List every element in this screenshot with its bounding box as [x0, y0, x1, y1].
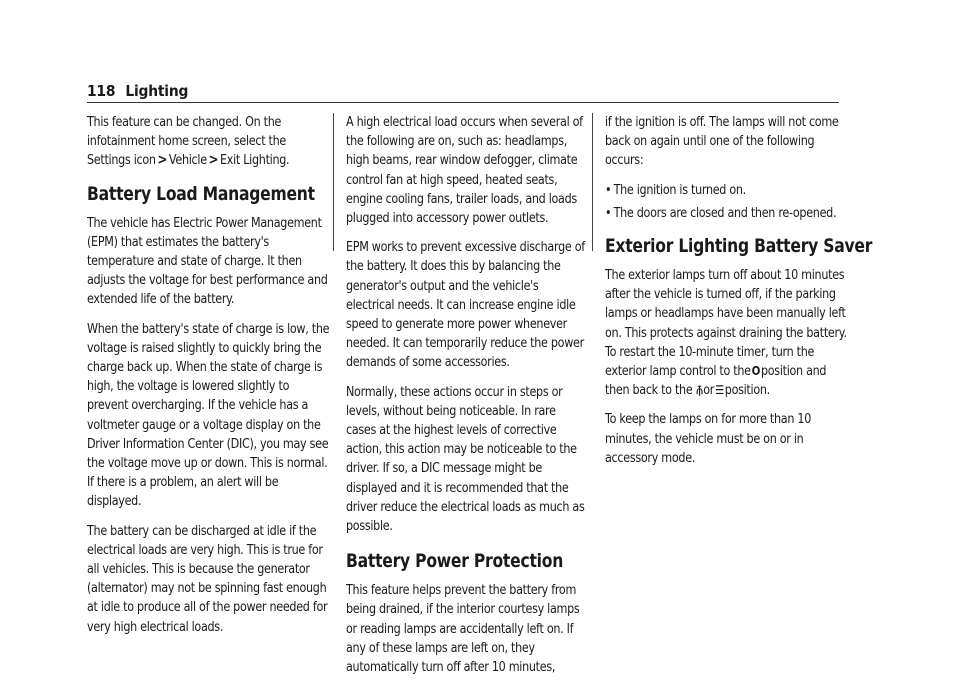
- column-divider-1: [333, 113, 334, 251]
- saver-paragraph: The exterior lamps turn off about 10 minutes after the vehicle is turned off, if the parking lamps or headlamps have been manually left on. This protects against draining the battery. To restart the 10-minute timer, turn the exterior lamp control to theOposition and then back to the ⫚or☰position.: [605, 266, 848, 400]
- paragraph: The vehicle has Electric Power Management (EPM) that estimates the battery's temperature and state of charge. It then adjusts the voltage for best performance and extended life of the battery.: [87, 215, 328, 308]
- paragraph: A high electrical load occurs when several of the following are on, such as: headlamps, high beams, rear window defogger, climate control fan at high speed, heated seats, engine cooling fans, trailer loads, and loads plugged into accessory power outlets.: [346, 115, 583, 227]
- column-2: [346, 113, 588, 687]
- heading-battery-load-management: Battery Load Management: [87, 182, 315, 205]
- heading-exterior-lighting-battery-saver: Exterior Lighting Battery Saver: [605, 235, 873, 258]
- paragraph: EPM works to prevent excessive discharge of the battery. It does this by balancing the generator's output and the vehicle's electrical needs. It can increase engine idle speed to generate more power whenever needed. It can temporarily reduce the power demands of some accessories.: [346, 240, 585, 371]
- intro-paragraph: This feature can be changed. On the infotainment home screen, select the Settings icon > Vehicle > Exit Lighting.: [87, 115, 290, 169]
- heading-battery-power-protection: Battery Power Protection: [346, 550, 564, 573]
- conditions-list: [605, 181, 847, 223]
- header-rule: [87, 102, 839, 103]
- chevron-right-icon: >: [208, 152, 219, 169]
- paragraph: This feature helps prevent the battery from being drained, if the interior courtesy lamps or reading lamps are accidentally left on. If any of these lamps are left on, they automatically turn off after 10 minutes,: [346, 583, 580, 676]
- headlamps-icon: ☰: [714, 383, 724, 398]
- paragraph: When the battery's state of charge is low, the voltage is raised slightly to quickly bring the charge back up. When the state of charge is high, the voltage is lowered slightly to prevent overcharging. If the vehicle has a voltmeter gauge or a voltage display on the Driver Information Center (DIC), you may see the voltage move up or down. This is normal. If there is a problem, an alert will be displayed.: [87, 321, 330, 510]
- chevron-right-icon: >: [157, 152, 168, 169]
- column-1: [87, 113, 329, 647]
- parking-lamps-icon: ⫚: [696, 383, 703, 398]
- page-header: [87, 82, 777, 100]
- column-divider-2: [592, 113, 593, 251]
- page-number: 118: [87, 82, 116, 100]
- section-title: Lighting: [125, 82, 189, 100]
- column-3: [605, 113, 873, 478]
- paragraph: if the ignition is off. The lamps will not come back on again until one of the following occurs:: [605, 115, 839, 169]
- list-item: • The doors are closed and then re-opened.: [605, 204, 856, 223]
- paragraph: The battery can be discharged at idle if the electrical loads are very high. This is true for all vehicles. This is because the generator (alternator) may not be spinning fast enough at idle to produce all of the power needed for very high electrical loads.: [87, 523, 328, 635]
- power-off-icon: O: [751, 364, 761, 379]
- paragraph: Normally, these actions occur in steps or levels, without being noticeable. In rare cases at the highest levels of corrective action, this action may be noticeable to the driver. If so, a DIC message might be displayed and it is recommended that the driver reduce the electrical loads as much as possible.: [346, 384, 585, 535]
- list-item: • The ignition is turned on.: [605, 181, 856, 200]
- paragraph: To keep the lamps on for more than 10 minutes, the vehicle must be on or in accessory mode.: [605, 412, 812, 466]
